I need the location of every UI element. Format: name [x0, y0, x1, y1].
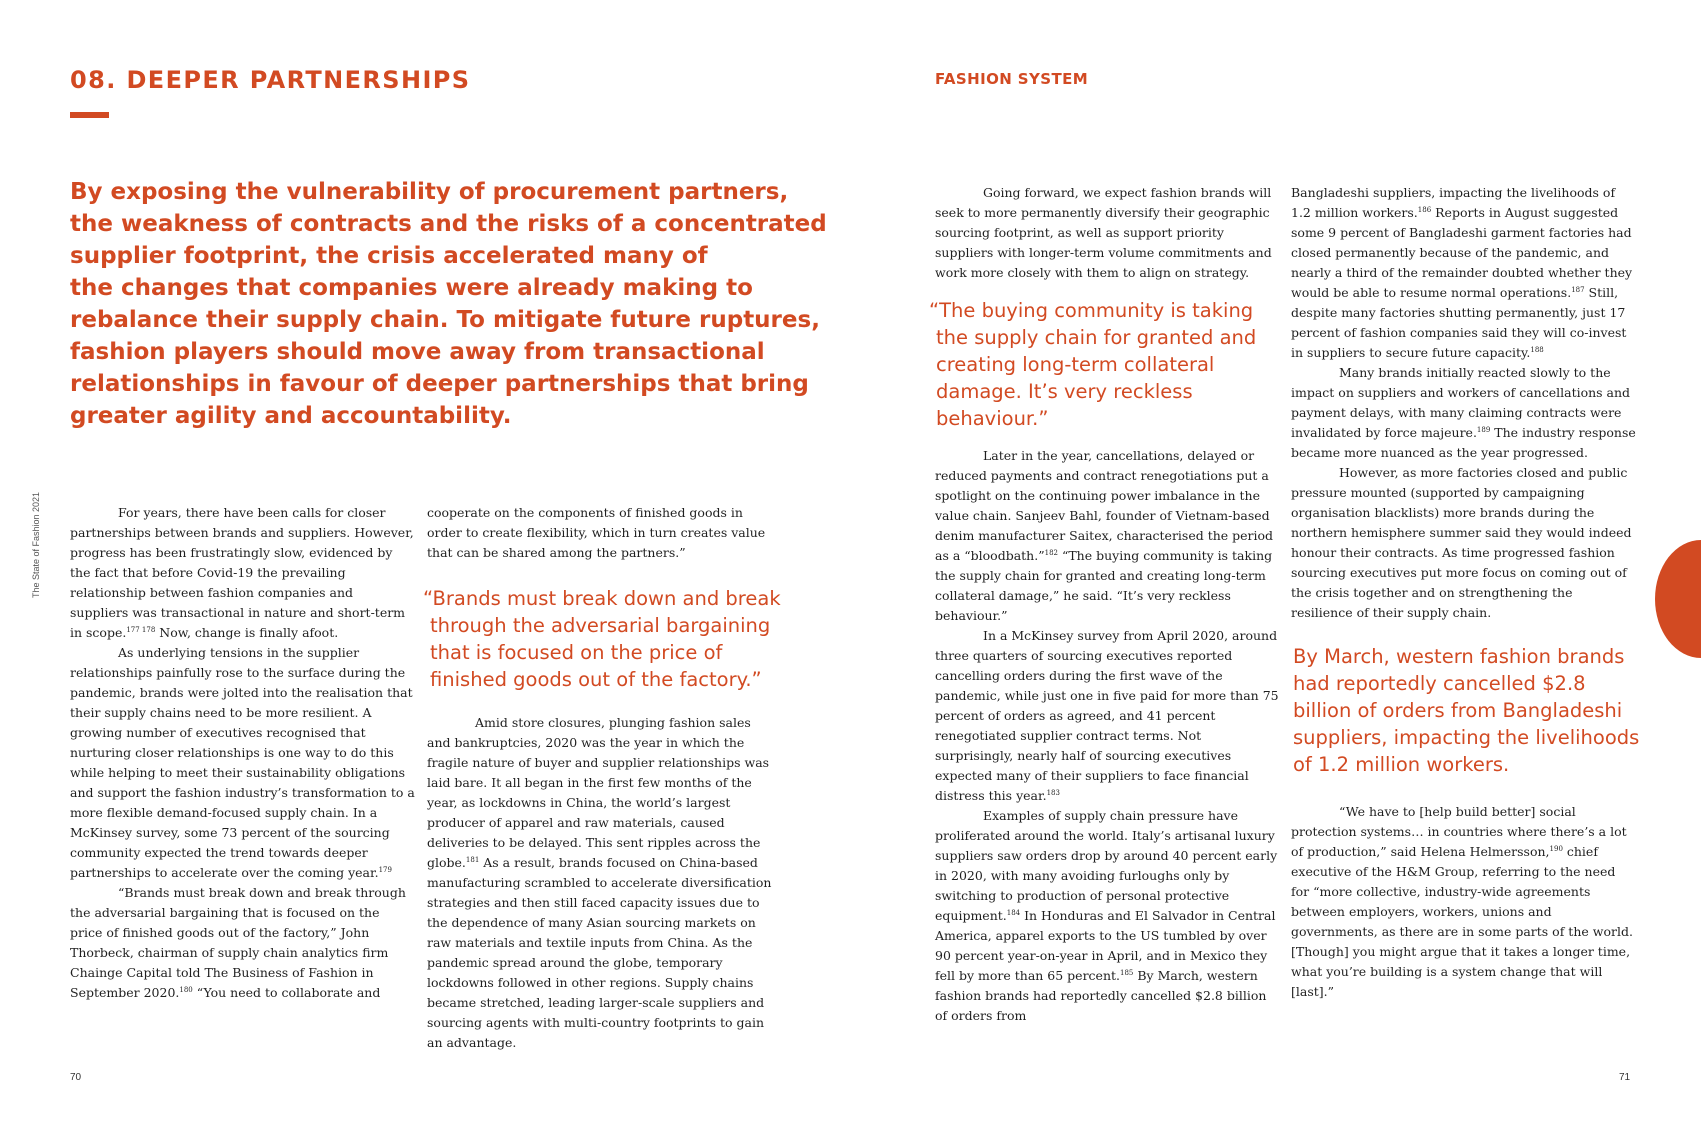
quote-line: By March, western fashion brands	[1293, 645, 1625, 668]
quote-line: “Brands must break down and break	[423, 587, 781, 610]
lead-line: the changes that companies were already making to	[70, 275, 753, 301]
lead-line: the weakness of contracts and the risks of a concentrated	[70, 211, 827, 237]
paragraph: “Brands must break down and break through the adversarial bargaining that is focused on the price of finished goods out of the factory,” John Thorbeck, chairman of supply chain analytics firm Chainge Capital told The Business of Fashion in September 2020.$^{180}$ “You need to collaborate and	[70, 885, 406, 1000]
paragraph: Amid store closures, plunging fashion sales and bankruptcies, 2020 was the year in which the fragile nature of buyer and supplier relationships was laid bare. It all began in the first few months of the year, as lockdowns in China, the world’s largest producer of apparel and raw materials, caused deliveries to be delayed. This sent ripples across the globe.$^{181}$ As a result, brands focused on China-based manufacturing scrambled to accelerate diversification strategies and then still faced capacity issues due to the dependence of many Asian sourcing markets on raw materials and textile inputs from China. As the pandemic spread around the globe, temporary lockdowns followed in other regions. Supply chains became stretched, leading larger-scale suppliers and sourcing agents with multi-country footprints to gain an advantage.	[427, 715, 772, 1050]
quote-line: “The buying community is taking	[929, 299, 1254, 322]
lead-line: By exposing the vulnerability of procurement partners,	[70, 179, 789, 205]
body-column-2	[423, 503, 781, 1053]
body-column-4	[1291, 183, 1640, 1002]
quote-line: that is focused on the price of	[430, 641, 723, 664]
quote-line: of 1.2 million workers.	[1293, 753, 1510, 776]
paragraph: In a McKinsey survey from April 2020, around three quarters of sourcing executives reported cancelling orders during the first wave of the pandemic, while just one in five paid for more than 75 percent of orders as agreed, and 41 percent renegotiated supplier contract terms. Not surprisingly, nearly half of sourcing executives expected many of their suppliers to face financial distress this year.$^{183}$	[935, 628, 1279, 803]
quote-line: finished goods out of the factory.”	[430, 668, 762, 691]
paragraph: However, as more factories closed and public pressure mounted (supported by campaigning organisation blacklists) more brands during the northern hemisphere summer said they would indeed honour their contracts. As time progressed fashion sourcing executives put more focus on coming out of the crisis together and on strengthening the resilience of their supply chain.	[1291, 465, 1632, 620]
section-title-underline	[70, 112, 109, 118]
body-column-3	[929, 183, 1280, 1026]
section-label: FASHION SYSTEM	[935, 70, 1089, 88]
paragraph: Going forward, we expect fashion brands will seek to more permanently diversify their geographic sourcing footprint, as well as support priority suppliers with longer-term volume commitments and work more closely with them to align on strategy.	[935, 185, 1272, 280]
pull-quote	[1293, 643, 1640, 778]
paragraph: Many brands initially reacted slowly to the impact on suppliers and workers of cancellations and payment delays, with many claiming contracts were invalidated by force majeure.$^{189}$ The industry response became more nuanced as the year progressed.	[1291, 365, 1636, 460]
quote-line: behaviour.”	[936, 407, 1049, 430]
quote-line: the supply chain for granted and	[936, 326, 1257, 349]
pull-quote	[423, 585, 781, 693]
lead-line: rebalance their supply chain. To mitigate future ruptures,	[70, 307, 820, 333]
publication-side-label: The State of Fashion 2021	[31, 491, 41, 599]
paragraph: Bangladeshi suppliers, impacting the livelihoods of 1.2 million workers.$^{186}$ Reports in August suggested some 9 percent of Bangladeshi garment factories had closed permanently because of the pandemic, and nearly a third of the remainder doubted whether they would be able to resume normal operations.$^{187}$ Still, despite many factories shutting permanently, just 17 percent of fashion companies said they will co-invest in suppliers to secure future capacity.$^{188}$	[1291, 185, 1633, 360]
quote-line: had reportedly cancelled $2.8	[1293, 672, 1586, 695]
paragraph: As underlying tensions in the supplier relationships painfully rose to the surface during the pandemic, brands were jolted into the realisation that their supply chains need to be more resilient. A growing number of executives recognised that nurturing closer relationships is one way to do this while helping to meet their sustainability obligations and support the fashion industry’s transformation to a more flexible demand-focused supply chain. In a McKinsey survey, some 73 percent of the sourcing community expected the trend towards deeper partnerships to accelerate over the coming year.$^{179}$	[70, 645, 415, 880]
lead-line: fashion players should move away from transactional	[70, 339, 765, 365]
lead-line: greater agility and accountability.	[70, 403, 512, 429]
body-column-1	[70, 503, 415, 1003]
paragraph: Later in the year, cancellations, delayed or reduced payments and contract renegotiations put a spotlight on the continuing power imbalance in the value chain. Sanjeev Bahl, founder of Vietnam-based denim manufacturer Saitex, characterised the period as a “bloodbath.”$^{182}$ “The buying community is taking the supply chain for granted and creating long-term collateral damage,” he said. “It’s very reckless behaviour.”	[935, 448, 1274, 623]
lead-line: supplier footprint, the crisis accelerated many of	[70, 243, 708, 269]
lead-line: relationships in favour of deeper partnerships that bring	[70, 371, 809, 397]
lead-paragraph	[70, 176, 827, 432]
quote-line: through the adversarial bargaining	[430, 614, 771, 637]
quote-line: damage. It’s very reckless	[936, 380, 1193, 403]
pull-quote	[929, 297, 1280, 432]
decorative-half-circle	[1655, 540, 1701, 658]
quote-line: creating long-term collateral	[936, 353, 1215, 376]
paragraph: Examples of supply chain pressure have proliferated around the world. Italy’s artisanal luxury suppliers saw orders drop by around 40 percent early in 2020, with many avoiding furloughs only by switching to production of personal protective equipment.$^{184}$ In Honduras and El Salvador in Central America, apparel exports to the US tumbled by over 90 percent year-on-year in April, and in Mexico they fell by more than 65 percent.$^{185}$ By March, western fashion brands had reportedly cancelled $2.8 billion of orders from	[935, 808, 1278, 1023]
paragraph: cooperate on the components of finished goods in order to create flexibility, which in turn creates value that can be shared among the partners.”	[427, 505, 766, 560]
page-number-left: 70	[70, 1072, 82, 1083]
quote-line: suppliers, impacting the livelihoods	[1293, 726, 1640, 749]
quote-line: billion of orders from Bangladeshi	[1293, 699, 1623, 722]
page-number-right: 71	[1619, 1072, 1631, 1083]
paragraph: For years, there have been calls for closer partnerships between brands and suppliers. However, progress has been frustratingly slow, evidenced by the fact that before Covid-19 the prevailing relationship between fashion companies and suppliers was transactional in nature and short-term in scope.$^{177 178}$ Now, change is finally afoot.	[70, 505, 414, 640]
paragraph: “We have to [help build better] social protection systems… in countries where there’s a lot of production,” said Helena Helmersson,$^{190}$ chief executive of the H&M Group, referring to the need for “more collective, industry-wide agreements between employers, workers, unions and governments, as there are in some parts of the world. [Though] you might argue that it takes a longer time, what you’re building is a system change that will [last].”	[1291, 804, 1633, 999]
section-title: 08. DEEPER PARTNERSHIPS	[70, 66, 471, 94]
